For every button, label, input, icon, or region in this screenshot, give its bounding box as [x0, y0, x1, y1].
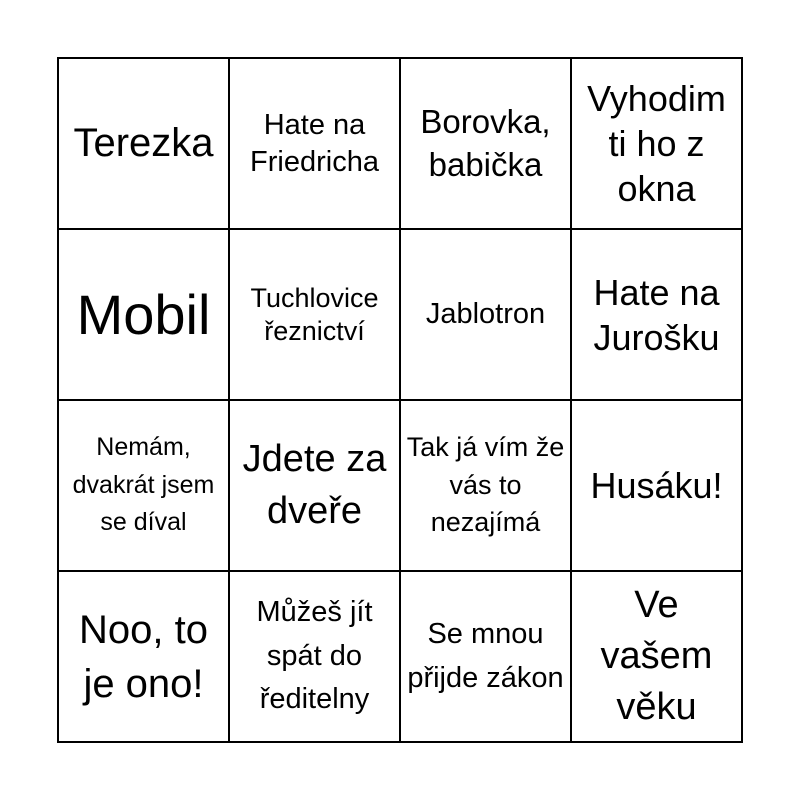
- bingo-board: [57, 57, 743, 743]
- cell-text: Mobil: [76, 283, 211, 346]
- cell-text: Vyhodim ti ho z okna: [587, 78, 726, 209]
- bingo-cell[interactable]: [229, 58, 400, 229]
- bingo-cell[interactable]: [571, 400, 742, 571]
- cell-text: Jdete za dveře: [242, 438, 387, 532]
- cell-text: Hate na Friedricha: [250, 109, 379, 178]
- cell-text: Nemám, dvakrát jsem se díval: [72, 433, 215, 537]
- cell-text: Borovka, babička: [420, 102, 551, 183]
- cell-text: Tak já vím že vás to nezajímá: [406, 431, 565, 538]
- bingo-cell[interactable]: [58, 229, 229, 400]
- bingo-cell[interactable]: [400, 229, 571, 400]
- cell-text: Se mnou přijde zákon: [407, 618, 564, 694]
- bingo-cell[interactable]: [571, 571, 742, 742]
- bingo-cell[interactable]: [400, 571, 571, 742]
- bingo-cell[interactable]: [58, 400, 229, 571]
- cell-text: Jablotron: [425, 298, 546, 331]
- cell-text: Můžeš jít spát do ředitelny: [256, 596, 373, 716]
- bingo-cell[interactable]: [58, 58, 229, 229]
- cell-text: Ve vašem věku: [600, 583, 713, 729]
- bingo-cell[interactable]: [400, 58, 571, 229]
- cell-text: Noo, to je ono!: [79, 607, 208, 706]
- cell-text: Husáku!: [590, 465, 723, 506]
- bingo-cell[interactable]: [571, 229, 742, 400]
- cell-text: Tuchlovice řeznictví: [250, 283, 379, 346]
- bingo-cell[interactable]: [229, 400, 400, 571]
- bingo-cell[interactable]: [400, 400, 571, 571]
- bingo-cell[interactable]: [571, 58, 742, 229]
- bingo-cell[interactable]: [229, 229, 400, 400]
- cell-text: Terezka: [73, 121, 214, 165]
- bingo-cell[interactable]: [58, 571, 229, 742]
- cell-text: Hate na Jurošku: [593, 271, 720, 358]
- bingo-cell[interactable]: [229, 571, 400, 742]
